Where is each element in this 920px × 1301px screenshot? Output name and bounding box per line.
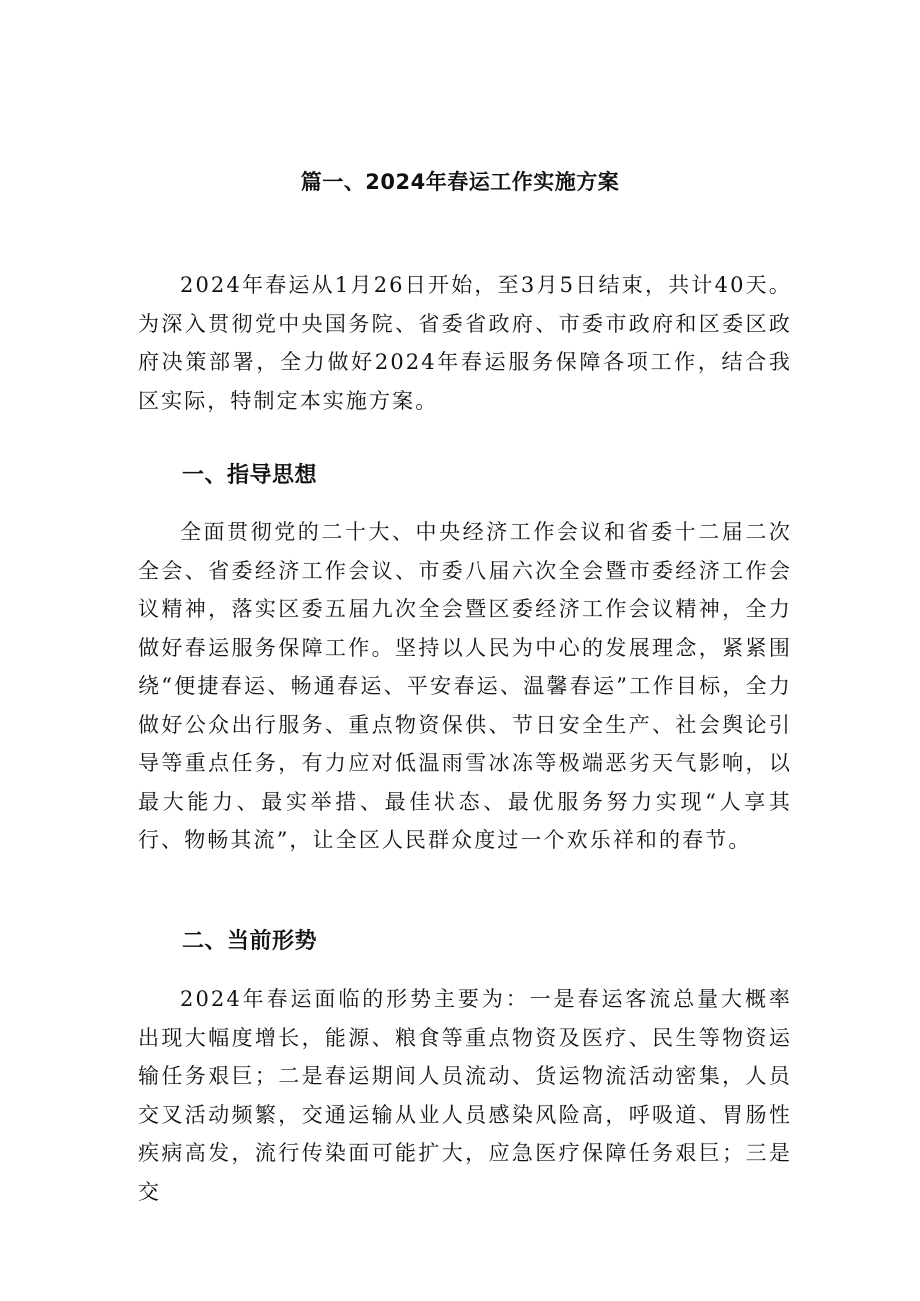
document-title: 篇一、2024年春运工作实施方案	[300, 170, 620, 194]
section-heading-current-situation: 二、当前形势	[182, 929, 318, 954]
section-heading-guiding-thought: 一、指导思想	[182, 463, 318, 488]
current-situation-paragraph: 2024年春运面临的形势主要为：一是春运客流总量大概率出现大幅度增长，能源、粮食等重点物资及医疗、民生等物资运输任务艰巨；二是春运期间人员流动、货运物流活动密集，人员交叉活动频繁，交通运输从业人员感染风险高，呼吸道、胃肠性疾病高发，流行传染面可能扩大，应急医疗保障任务艰巨；三是交	[138, 987, 792, 1204]
guiding-thought-paragraph: 全面贯彻党的二十大、中央经济工作会议和省委十二届二次全会、省委经济工作会议、市委八届六次全会暨市委经济工作会议精神，落实区委五届九次全会暨区委经济工作会议精神，全力做好春运服务保障工作。坚持以人民为中心的发展理念，紧紧围绕“便捷春运、畅通春运、平安春运、温馨春运”工作目标，全力做好公众出行服务、重点物资保供、节日安全生产、社会舆论引导等重点任务，有力应对低温雨雪冰冻等极端恶劣天气影响，以最大能力、最实举措、最佳状态、最优服务努力实现“人享其行、物畅其流”，让全区人民群众度过一个欢乐祥和的春节。	[138, 520, 792, 852]
intro-paragraph: 2024年春运从1月26日开始，至3月5日结束，共计40天。为深入贯彻党中央国务院、省委省政府、市委市政府和区委区政府决策部署，全力做好2024年春运服务保障各项工作，结合我区实际，特制定本实施方案。	[138, 273, 792, 413]
